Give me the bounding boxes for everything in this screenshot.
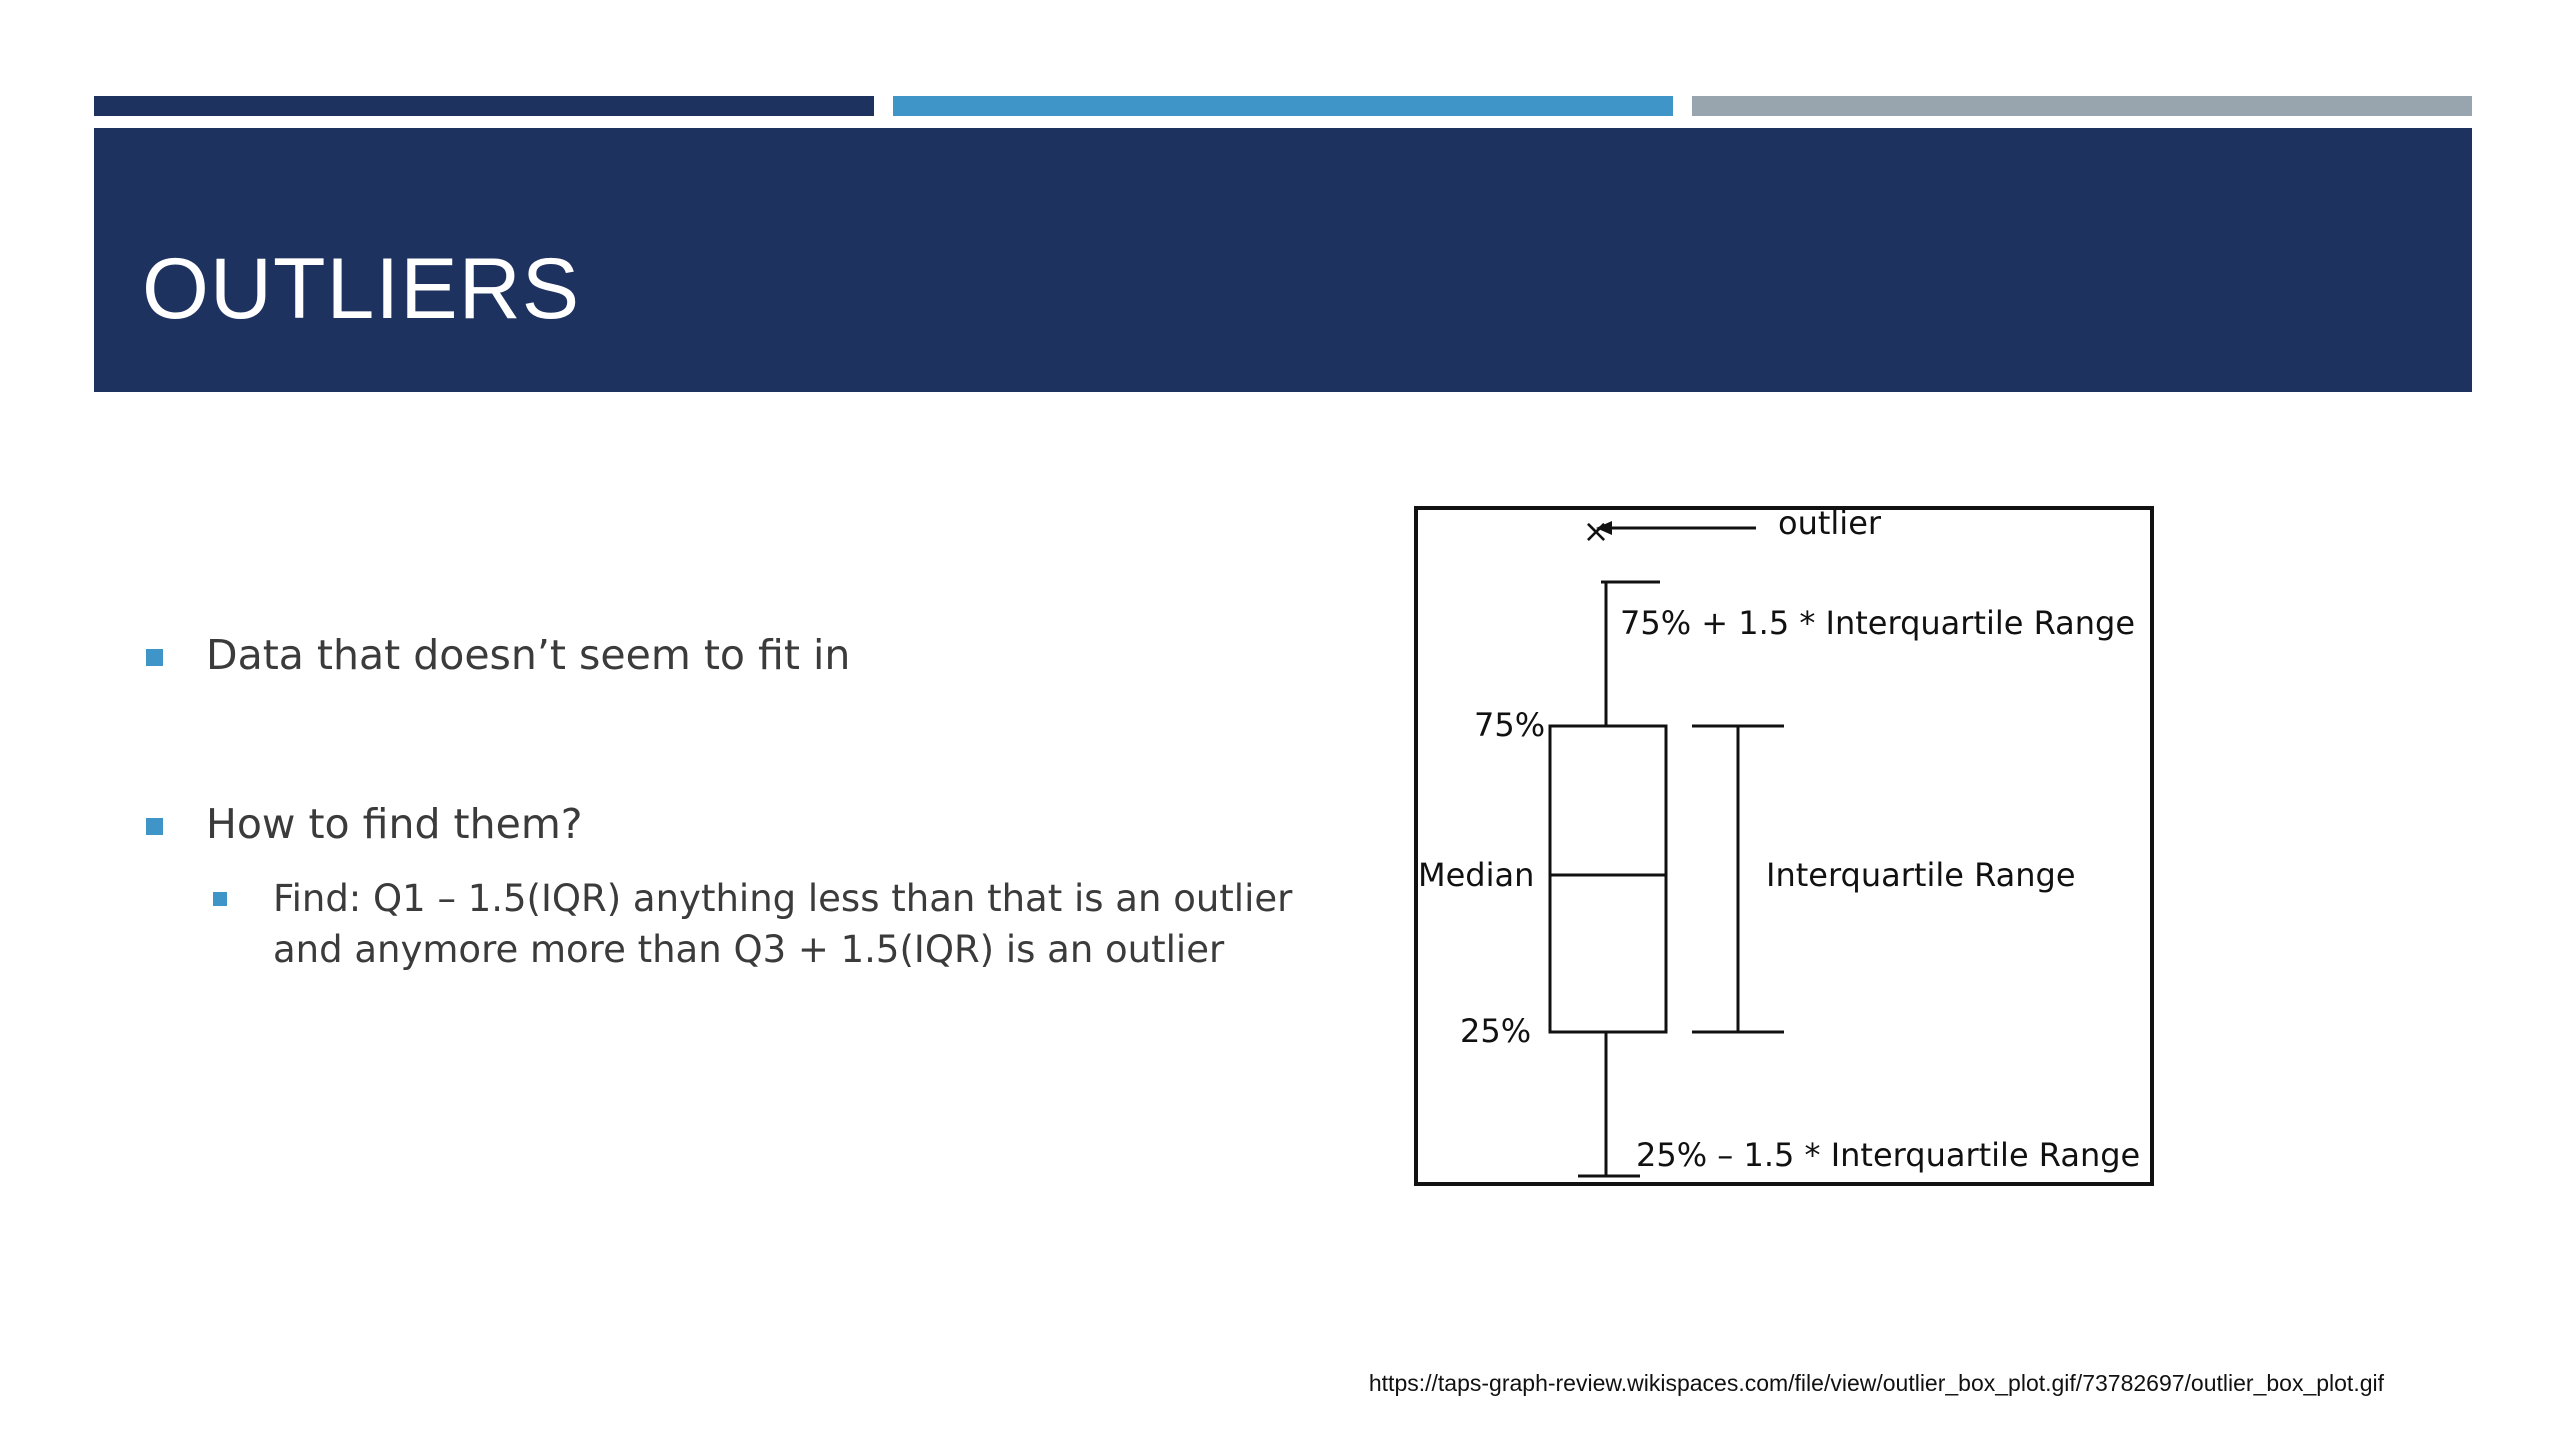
accent-bar-navy bbox=[94, 96, 874, 116]
title-band bbox=[94, 128, 2472, 392]
median-label: Median bbox=[1418, 856, 1535, 894]
upper-fence-label: 75% + 1.5 * Interquartile Range bbox=[1620, 604, 2136, 642]
box-plot-svg bbox=[1418, 510, 2150, 1182]
iqr-label: Interquartile Range bbox=[1766, 856, 2076, 894]
sub-bullet-line: and anymore more than Q3 + 1.5(IQR) is an outlier bbox=[273, 927, 1225, 971]
bullet-list bbox=[140, 630, 1380, 975]
square-bullet-icon bbox=[146, 649, 163, 666]
iqr-box bbox=[1550, 726, 1666, 1032]
square-sub-bullet-icon bbox=[213, 892, 227, 906]
slide-title: OUTLIERS bbox=[142, 241, 581, 337]
q3-label: 75% bbox=[1474, 706, 1546, 744]
bullet-text: How to find them? bbox=[206, 800, 583, 849]
bullet-text: Data that doesn’t seem to fit in bbox=[206, 631, 851, 679]
outlier-marker: × bbox=[1582, 512, 1610, 550]
accent-bar-gray bbox=[1692, 96, 2472, 116]
sub-bullet-line: Find: Q1 – 1.5(IQR) anything less than that is an outlier bbox=[273, 876, 1293, 920]
lower-fence-label: 25% – 1.5 * Interquartile Range bbox=[1636, 1136, 2141, 1174]
q1-label: 25% bbox=[1460, 1012, 1532, 1050]
bullet-item bbox=[140, 799, 1380, 850]
sub-bullet-item bbox=[140, 873, 1380, 975]
box-plot-diagram bbox=[1414, 506, 2154, 1186]
square-bullet-icon bbox=[146, 818, 163, 835]
accent-bar-blue bbox=[893, 96, 1673, 116]
image-source-citation: https://taps-graph-review.wikispaces.com/file/view/outlier_box_plot.gif/73782697/outlier_box_plot.gif bbox=[1368, 1370, 2384, 1396]
bullet-item bbox=[140, 630, 1380, 681]
outlier-label: outlier bbox=[1778, 510, 1882, 542]
